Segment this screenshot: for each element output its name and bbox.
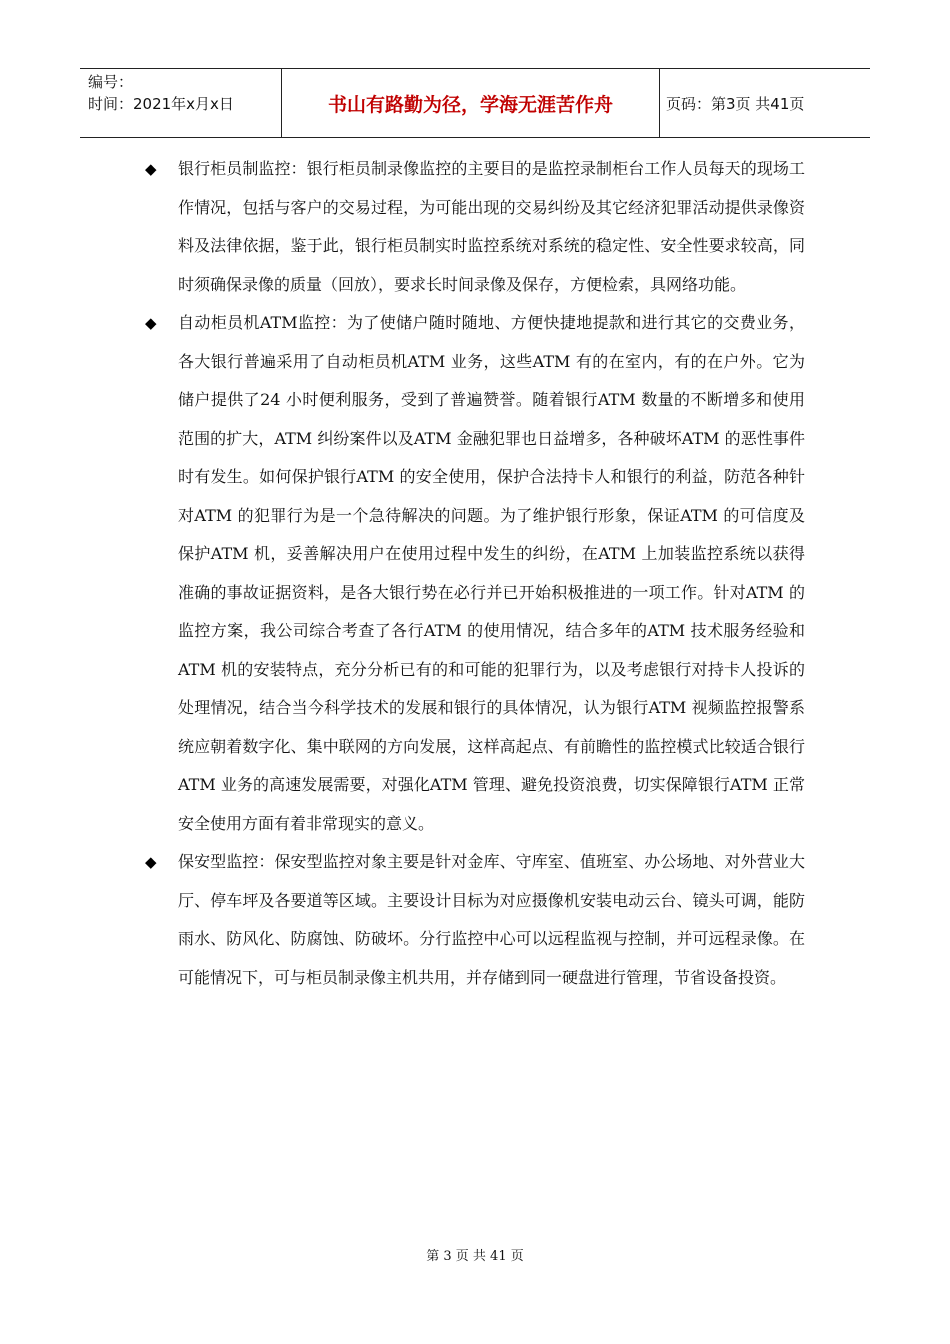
- paragraph-text: 自动柜员机ATM监控：为了使储户随时随地、方便快捷地提款和进行其它的交费业务，各大银行普遍采用了自动柜员机ATM 业务，这些ATM 有的在室内，有的在户外。它为储户提供了24 小时便利服务，受到了普遍赞誉。随着银行ATM 数量的不断增多和使用范围的扩大，ATM 纠纷案件以及ATM 金融犯罪也日益增多，各种破坏ATM 的恶性事件时有发生。如何保护银行ATM 的安全使用，保护合法持卡人和银行的利益，防范各种针对ATM 的犯罪行为是一个急待解决的问题。为了维护银行形象，保证ATM 的可信度及保护ATM 机，妥善解决用户在使用过程中发生的纠纷，在ATM 上加装监控系统以获得准确的事故证据资料，是各大银行势在必行并已开始积极推进的一项工作。针对ATM 的监控方案，我公司综合考查了各行ATM 的使用情况，结合多年的ATM 技术服务经验和ATM 机的安装特点，充分分析已有的和可能的犯罪行为，以及考虑银行对持卡人投诉的处理情况，结合当今科学技术的发展和银行的具体情况，认为银行ATM 视频监控报警系统应朝着数字化、集中联网的方向发展，这样高起点、有前瞻性的监控模式比较适合银行ATM 业务的高速发展需要，对强化ATM 管理、避免投资浪费，切实保障银行ATM 正常安全使用方面有着非常现实的意义。: [178, 313, 805, 833]
- header-motto: 书山有路勤为径，学海无涯苦作舟: [282, 69, 660, 137]
- document-body: [145, 150, 805, 997]
- bullet-item-teller-monitoring: [145, 150, 805, 304]
- header-page-info: 页码：第3页 共41页: [666, 94, 805, 113]
- diamond-bullet-icon: ◆: [145, 314, 157, 332]
- diamond-bullet-icon: ◆: [145, 853, 157, 871]
- page-header: [80, 68, 870, 138]
- paragraph-text: 银行柜员制监控：银行柜员制录像监控的主要目的是监控录制柜台工作人员每天的现场工作情况，包括与客户的交易过程，为可能出现的交易纠纷及其它经济犯罪活动提供录像资料及法律依据，鉴于此，银行柜员制实时监控系统对系统的稳定性、安全性要求较高，同时须确保录像的质量（回放），要求长时间录像及保存，方便检索，具网络功能。: [178, 159, 805, 294]
- header-meta: [80, 69, 282, 137]
- bullet-item-security-monitoring: [145, 843, 805, 997]
- bullet-item-atm-monitoring: [145, 304, 805, 843]
- document-number-label: 编号：: [88, 73, 134, 91]
- document-date: 时间：2021年x月x日: [88, 95, 234, 113]
- page-footer: 第 3 页 共 41 页: [426, 1249, 524, 1264]
- diamond-bullet-icon: ◆: [145, 160, 157, 178]
- paragraph-text: 保安型监控：保安型监控对象主要是针对金库、守库室、值班室、办公场地、对外营业大厅、停车坪及各要道等区域。主要设计目标为对应摄像机安装电动云台、镜头可调，能防雨水、防风化、防腐蚀、防破坏。分行监控中心可以远程监视与控制，并可远程录像。在可能情况下，可与柜员制录像主机共用，并存储到同一硬盘进行管理，节省设备投资。: [178, 852, 805, 987]
